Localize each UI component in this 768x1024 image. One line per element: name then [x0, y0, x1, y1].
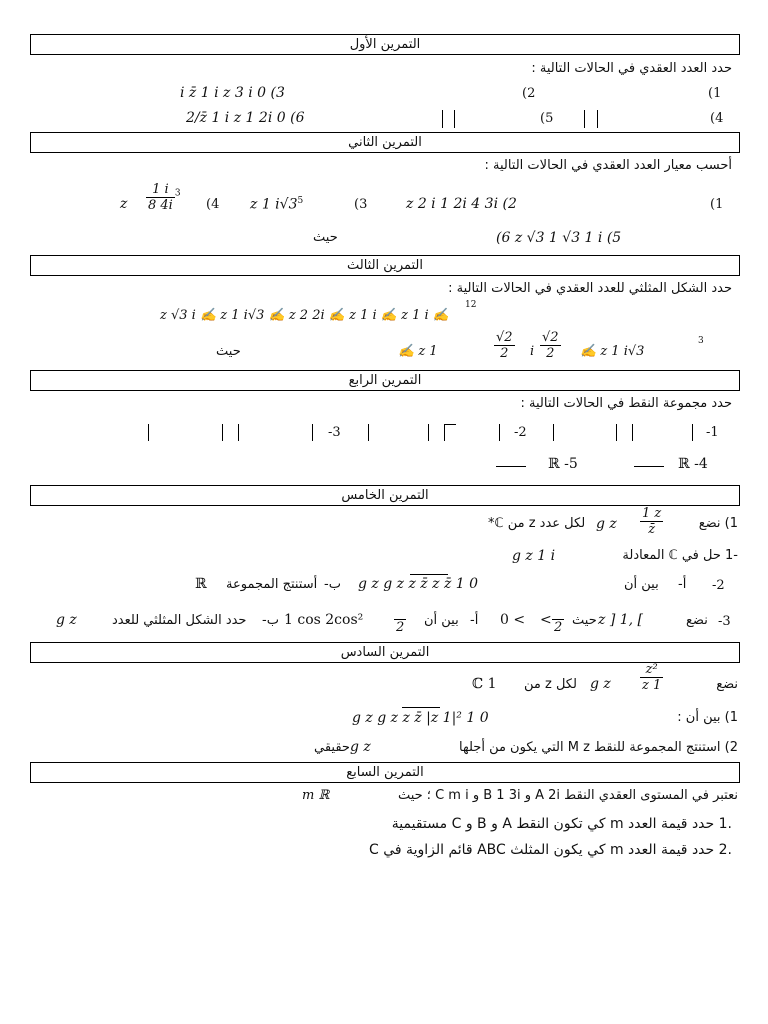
ex5-a1-text: -1 حل في ℂ المعادلة — [622, 548, 738, 563]
ex5-a2-a: أ- — [678, 577, 687, 592]
abs-bar — [616, 424, 617, 441]
ex2-item-2-eq: z 2 i 1 2i 4 3i (2 — [406, 196, 517, 212]
ex1-row2-equation: 2/z̄ 1 i z 1 2i 0 (6 — [186, 110, 305, 126]
ex3-frac-2-num: √2 — [542, 330, 559, 345]
abs-bar — [499, 424, 500, 441]
ex1-row1-equation: i z̄ 1 i z 3 i 0 (3 — [180, 85, 285, 101]
ex3-hayth: حيث — [216, 344, 241, 359]
abs-bar — [442, 110, 443, 128]
ex3-frac-2-den: 2 — [546, 346, 555, 361]
ex5-a2-R: ℝ — [195, 576, 207, 592]
ex1-item-5-label: (5 — [540, 111, 554, 126]
ex5-a3-hayth: حيث — [572, 613, 597, 628]
exercise-5-title: التمرين الخامس — [30, 485, 740, 506]
ex3-exp-3: 3 — [698, 336, 704, 346]
abs-bar — [632, 424, 633, 441]
ex1-item-1-label: (1 — [708, 86, 722, 101]
ex6-q2-g: g z — [350, 739, 371, 755]
ex4-item-3-label: -3 — [328, 425, 341, 440]
ex2-item-1-label: (1 — [710, 197, 724, 212]
ex3-row1-text: z √3 i ✍ z 1 i√3 ✍ z 2 2i ✍ z 1 i ✍ z 1 i ✍ — [160, 308, 449, 323]
ex5-a2-b: ب- — [324, 577, 341, 592]
ex2-item-3-text: z 1 i√3 — [250, 196, 298, 213]
ex5-q1-den: z̄ — [648, 522, 656, 537]
exercise-7-title: التمرين السابع — [30, 762, 740, 783]
ex5-q1-domain: لكل عدد z من ℂ* — [488, 516, 586, 531]
exercise-3-title: التمرين الثالث — [30, 255, 740, 276]
ex4-item-5-label: ℝ -5 — [548, 456, 578, 472]
exercise-1-prompt: حدد العدد العقدي في الحالات التالية : — [531, 61, 732, 76]
ex2-fraction-den: 8 4i — [148, 198, 173, 213]
ex5-q1-fraction — [640, 506, 663, 537]
ex5-a3-cos: 1 cos 2cos² — [284, 612, 364, 628]
ex5-a3-ineq: 0 < — [500, 612, 526, 628]
ex3-i: i — [530, 344, 535, 359]
abs-bar — [148, 424, 149, 441]
ex6-nadaa: نضع — [716, 677, 738, 692]
ex5-a3-gz: g z — [56, 612, 77, 628]
ex2-item-3-eq — [250, 196, 303, 213]
ex2-hayth: حيث — [313, 230, 338, 245]
abs-bar — [584, 110, 585, 128]
ex2-exp-3: 3 — [174, 188, 181, 199]
ex4-item-4-label: ℝ -4 — [678, 456, 708, 472]
ex5-a3-half-den: 2 — [396, 620, 405, 635]
ex2-item-3-label: (3 — [354, 197, 368, 212]
ex6-for-every: لكل z من — [524, 677, 577, 692]
ex5-a2-num: -2 — [712, 578, 725, 593]
ex6-q2-text: 2) استنتج المجموعة للنقط M z التي يكون من أجلها — [459, 740, 738, 755]
ex5-a3-z: z ] 1, [ — [598, 612, 644, 628]
ex2-fraction — [146, 182, 181, 213]
exercise-2-title: التمرين الثاني — [30, 132, 740, 153]
abs-bar — [428, 424, 429, 441]
ex5-a3-bayyin: بين أن — [424, 613, 459, 628]
ex6-num: z² — [640, 662, 663, 678]
exercise-4-prompt: حدد مجموعة النقط في الحالات التالية : — [520, 396, 732, 411]
ex2-row2: (6 z √3 1 √3 1 i (5 — [496, 230, 622, 246]
abs-bar — [454, 110, 455, 128]
exercise-6-title: التمرين السادس — [30, 642, 740, 663]
ex5-a2-deduce: أستنتج المجموعة — [226, 577, 318, 592]
overline — [402, 707, 440, 708]
ex3-row1 — [160, 308, 449, 323]
ex3-row2-a: ✍ z 1 — [398, 344, 438, 359]
ex5-a3-trig: حدد الشكل المثلثي للعدد — [112, 613, 247, 628]
abs-bar — [312, 424, 313, 441]
overline — [634, 466, 664, 467]
ex5-q1-g: g z — [596, 516, 617, 532]
ex7-q1: .1 حدد قيمة العدد m كي تكون النقط A و B و C مستقيمية — [391, 816, 732, 832]
ex6-q1-text: 1) بين أن : — [677, 710, 738, 725]
ex4-item-2-label: -2 — [514, 425, 527, 440]
ex3-exp-12: 12 — [465, 300, 477, 310]
ex7-m-in-R: m ℝ — [302, 788, 330, 803]
ex5-a3-lt: < — [540, 612, 552, 628]
abs-bar — [692, 424, 693, 441]
ex5-a3-pi-half — [552, 604, 564, 635]
ex3-frac-1 — [494, 330, 515, 361]
ex7-q2: .2 حدد قيمة العدد m كي يكون المثلث ABC قائم الزاوية في C — [369, 842, 732, 858]
ex5-a2-bayyin: بين أن — [624, 577, 659, 592]
ex1-item-4-label: (4 — [710, 111, 724, 126]
ex3-frac-2 — [540, 330, 561, 361]
ex2-item-4-label: (4 — [206, 197, 220, 212]
ex5-a3-pi-den: 2 — [554, 620, 563, 635]
abs-bar — [222, 424, 223, 441]
ex1-item-2-label: (2 — [522, 86, 536, 101]
ex5-a3-num: -3 — [718, 614, 731, 629]
ex6-q1-eq: g z g z z z̄ |z 1|² 1 0 — [352, 710, 489, 726]
ex5-a1-eq: g z 1 i — [512, 548, 556, 564]
ex6-g: g z — [590, 676, 611, 692]
abs-bar — [597, 110, 598, 128]
abs-bar — [368, 424, 369, 441]
exercise-1-title: التمرين الأول — [30, 34, 740, 55]
overline — [410, 574, 448, 575]
ex5-a2-eq: g z g z z z̄ z z̄ 1 0 — [358, 576, 479, 592]
ex6-domain: ℂ 1 — [472, 676, 497, 692]
overline — [496, 466, 526, 467]
ex5-a3-half — [394, 604, 406, 635]
ex5-q1-nadaa: 1) نضع — [698, 516, 738, 531]
ex7-intro: نعتبر في المستوى العقدي النقط A 2i و B 1 3i و C m i ؛ حيث — [397, 788, 738, 803]
exercise-4-title: التمرين الرابع — [30, 370, 740, 391]
ex3-row2-b: ✍ z 1 i√3 — [580, 344, 645, 359]
ex2-fraction-num: 1 i — [146, 182, 175, 198]
ex5-a3-b: ب- — [262, 613, 279, 628]
bracket-top — [444, 424, 456, 425]
ex6-fraction — [640, 662, 663, 693]
ex5-q1-num: 1 z — [642, 506, 662, 521]
ex4-item-1-label: -1 — [706, 425, 719, 440]
ex5-a3-a: أ- — [470, 613, 479, 628]
ex2-z: z — [120, 196, 128, 212]
abs-bar — [553, 424, 554, 441]
ex5-a3-nadaa: نضع — [686, 613, 708, 628]
abs-bar — [444, 424, 445, 441]
exercise-3-prompt: حدد الشكل المثلثي للعدد العقدي في الحالات التالية : — [448, 281, 732, 296]
ex3-frac-1-den: 2 — [500, 346, 509, 361]
ex6-den: z 1 — [642, 678, 662, 693]
exercise-2-prompt: أحسب معيار العدد العقدي في الحالات التالية : — [484, 158, 732, 173]
ex6-q2-real: حقيقي — [314, 740, 350, 755]
ex2-exp-5: 5 — [297, 196, 304, 206]
ex3-frac-1-num: √2 — [496, 330, 513, 345]
abs-bar — [238, 424, 239, 441]
